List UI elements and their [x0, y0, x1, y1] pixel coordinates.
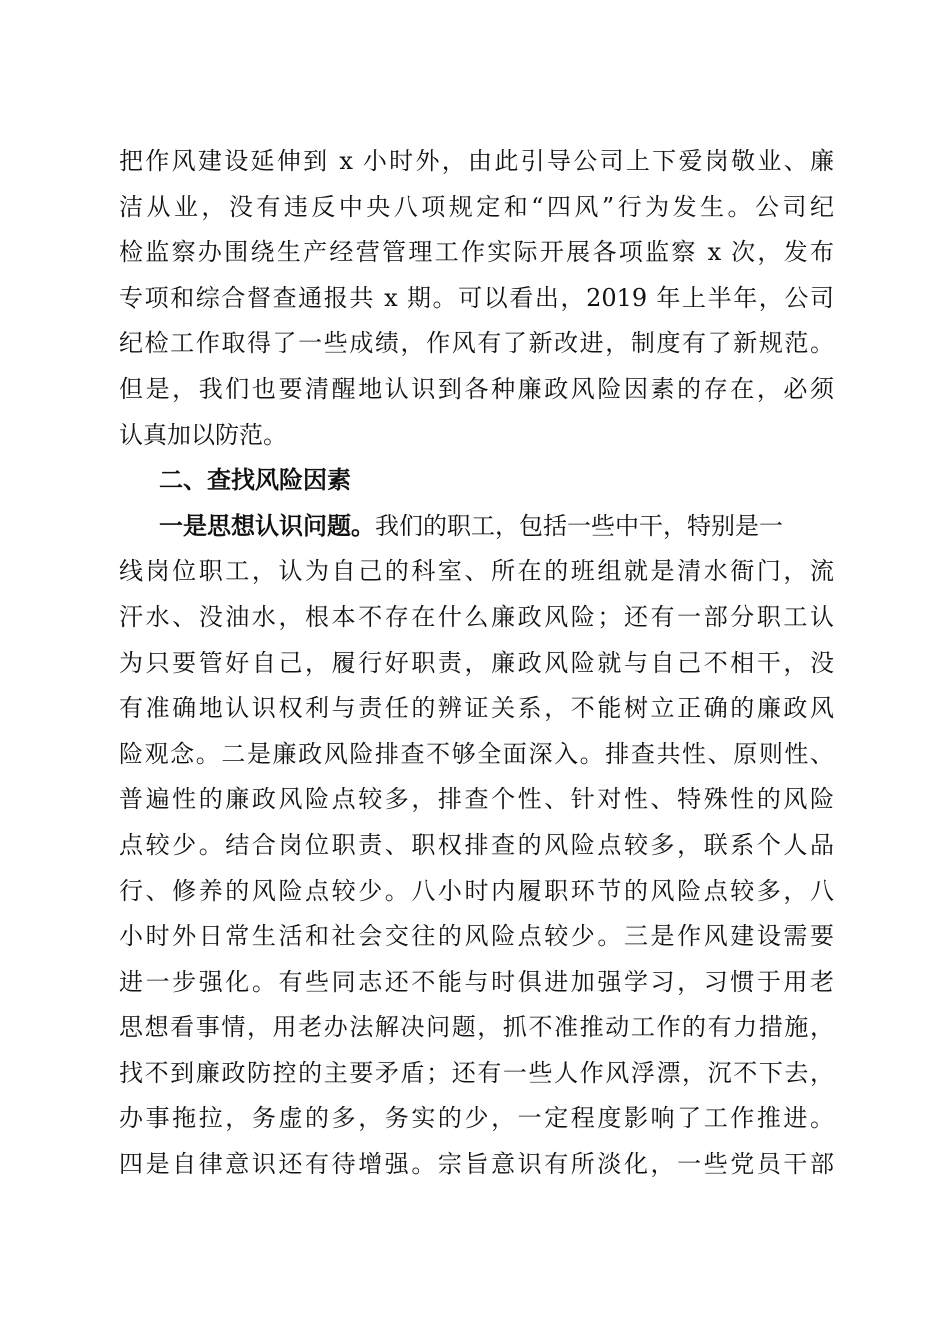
paragraph-line: 有准确地认识权利与责任的辨证关系，不能树立正确的廉政风: [119, 694, 834, 723]
paragraph-line: 但是，我们也要清醒地认识到各种廉政风险因素的存在，必须: [119, 374, 834, 403]
paragraph-first-line-rest: 我们的职工，包括一些中干，特别是一: [375, 511, 783, 540]
paragraph-line: 把作风建设延伸到 x 小时外，由此引导公司上下爱岗敬业、廉: [119, 147, 834, 175]
paragraph-line: 四是自律意识还有待增强。宗旨意识有所淡化，一些党员干部: [119, 1150, 834, 1179]
paragraph-line: 找不到廉政防控的主要矛盾；还有一些人作风浮漂，沉不下去，: [119, 1058, 834, 1087]
section-heading: 二、查找风险因素: [159, 466, 351, 495]
paragraph-line: 小时外日常生活和社会交往的风险点较少。三是作风建设需要: [119, 922, 834, 951]
paragraph-line: 普遍性的廉政风险点较多，排查个性、针对性、特殊性的风险: [119, 785, 834, 814]
paragraph-lead: 一是思想认识问题。: [159, 511, 375, 540]
paragraph-line: 思想看事情，用老办法解决问题，抓不准推动工作的有力措施，: [119, 1013, 834, 1042]
document-body: [119, 139, 834, 1188]
paragraph-first-line: [119, 504, 834, 550]
paragraph-line: 纪检工作取得了一些成绩，作风有了新改进，制度有了新规范。: [119, 329, 834, 358]
paragraph-line: 进一步强化。有些同志还不能与时俱进加强学习，习惯于用老: [119, 967, 834, 996]
paragraph-line: 线岗位职工，认为自己的科室、所在的班组就是清水衙门，流: [119, 557, 834, 586]
paragraph-line: 专项和综合督查通报共 x 期。可以看出，2019 年上半年，公司: [119, 283, 834, 312]
paragraph-line: 认真加以防范。: [119, 420, 287, 449]
paragraph-line: 险观念。二是廉政风险排查不够全面深入。排查共性、原则性、: [119, 739, 834, 768]
paragraph-line: 检监察办围绕生产经营管理工作实际开展各项监察 x 次，发布: [119, 238, 834, 267]
paragraph-line: 汗水、没油水，根本不存在什么廉政风险；还有一部分职工认: [119, 602, 834, 631]
paragraph-line: 点较少。结合岗位职责、职权排查的风险点较多，联系个人品: [119, 830, 834, 859]
paragraph-line: 为只要管好自己，履行好职责，廉政风险就与自己不相干，没: [119, 648, 834, 677]
paragraph-line: 洁从业，没有违反中央八项规定和“四风”行为发生。公司纪: [119, 192, 834, 221]
paragraph-line: 办事拖拉，务虚的多，务实的少，一定程度影响了工作推进。: [119, 1104, 834, 1133]
paragraph-line: 行、修养的风险点较少。八小时内履职环节的风险点较多，八: [119, 876, 834, 905]
